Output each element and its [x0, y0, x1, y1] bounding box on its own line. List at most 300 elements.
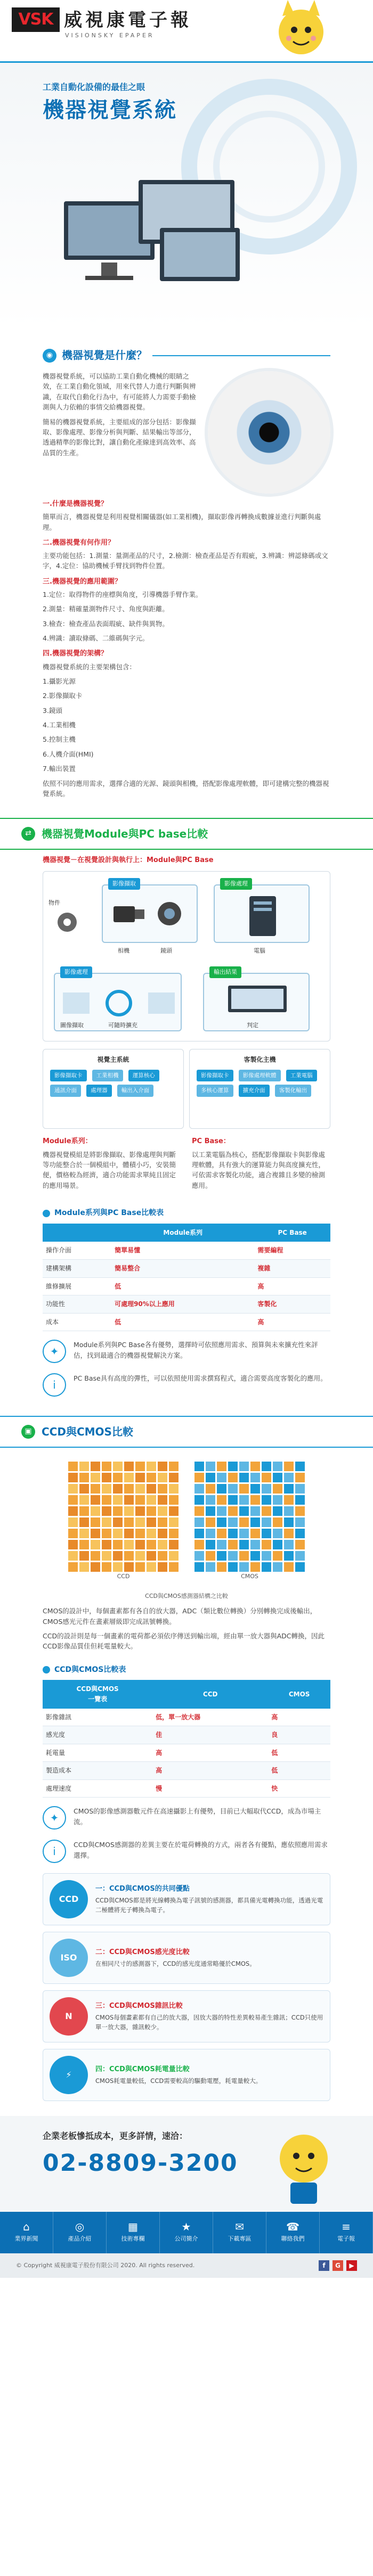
answer-3-4: 4.辨識：讀取條碼、二維碼與字元。	[43, 634, 149, 643]
sensor-pixel	[124, 1540, 134, 1549]
cell: 耗電量	[43, 1744, 152, 1762]
brand-subtitle: VISIONSKY EPAPER	[65, 32, 155, 39]
answer-4-tail: 依照不同的應用需求，選擇合適的光源、鏡頭與相機，搭配影像處理軟體，即可建構完整的機器視覺系統。	[43, 779, 329, 798]
monitor-screens-icon	[59, 169, 250, 292]
gear-icon	[48, 909, 86, 936]
sensor-pixel	[284, 1517, 294, 1527]
chip: 影像擷取卡	[197, 1070, 233, 1081]
card-text: CMOS每個畫素都有自己的放大器，因放大器的特性差異較易產生雜訊；CCD只使用單一放大器，雜訊較少。	[95, 2013, 323, 2031]
sensor-pixel	[102, 1462, 111, 1471]
sensor-pixel	[206, 1506, 215, 1516]
sensor-pixel	[91, 1484, 100, 1494]
sensor-pixel	[169, 1484, 179, 1494]
ccd-note-1-text: CMOS的影像感測器數元件在高速攝影上有優勢，目前已大幅取代CCD，成為市場主流。	[74, 1807, 321, 1826]
sensor-pixel	[250, 1529, 260, 1538]
sensor-pixel	[79, 1462, 89, 1471]
ccd-note-2	[43, 1840, 330, 1865]
sensor-pixel	[169, 1473, 179, 1482]
cell: 高	[152, 1744, 268, 1762]
processing-box	[214, 880, 310, 943]
sensor-pixel	[284, 1551, 294, 1561]
eye-photo	[208, 371, 330, 494]
note-1	[43, 1340, 330, 1365]
sensor-pixel	[273, 1462, 282, 1471]
sensor-pixel	[135, 1473, 145, 1482]
sensor-pixel	[295, 1484, 305, 1494]
mini2-head: 客製化主機	[244, 1056, 276, 1064]
sensor-pixel	[147, 1517, 156, 1527]
sensor-pixel	[158, 1529, 167, 1538]
sensor-pixel	[295, 1495, 305, 1505]
sensor-pixel	[284, 1484, 294, 1494]
logo-text: VSK	[18, 10, 53, 29]
card-body	[95, 2001, 323, 2032]
sensor-pixel	[206, 1551, 215, 1561]
chip: 多核心運算	[197, 1085, 233, 1096]
sensor-icon: ▣	[21, 1425, 35, 1439]
sensor-pixel	[68, 1484, 78, 1494]
nav-label: 技術專欄	[121, 2235, 145, 2243]
nav-item-download[interactable]	[213, 2212, 266, 2253]
sensor-pixel	[68, 1462, 78, 1471]
cell: 建構架構	[43, 1259, 111, 1277]
sensor-pixel	[194, 1495, 204, 1505]
nav-item-news[interactable]	[0, 2212, 53, 2253]
card-body	[95, 1884, 323, 1915]
sensor-pixel	[295, 1562, 305, 1572]
section3-heading	[0, 1416, 373, 1448]
sensor-pixel	[194, 1506, 204, 1516]
monitor-icon	[228, 986, 287, 1018]
nav-label: 公司簡介	[174, 2235, 198, 2243]
cell: 可處理90%以上應用	[111, 1295, 254, 1314]
section2-subtitle: 機器視覺－在視覺設計與執行上：Module與PC Base	[43, 856, 214, 865]
structure-item: 3.鏡頭	[43, 706, 62, 715]
facebook-icon[interactable]: f	[319, 2260, 329, 2271]
sensor-pixel	[135, 1529, 145, 1538]
sensor-pixel	[68, 1517, 78, 1527]
sensor-pixel	[158, 1517, 167, 1527]
sensor-pixel	[169, 1529, 179, 1538]
answer-3-2: 2.測量：精確量測物件尺寸、角度與距離。	[43, 605, 169, 613]
sensor-pixel	[239, 1551, 249, 1561]
sensor-pixel	[228, 1517, 238, 1527]
cell: 高	[254, 1277, 330, 1295]
sensor-pixel	[206, 1473, 215, 1482]
sensor-pixel	[158, 1551, 167, 1561]
hero-tagline: 工業自動化設備的最佳之眼	[43, 82, 145, 92]
sensor-pixel	[206, 1529, 215, 1538]
chip: 輸出入介面	[117, 1085, 154, 1096]
newsletter-header	[0, 0, 373, 63]
home-icon: ⌂	[23, 2220, 30, 2234]
intro-paragraph: 機器視覺系統，可以協助工業自動化機械的眼睛之效，在工業自動化領域，用來代替人力進行判斷與辨識，在取代自動化行為中，有可能將人力需要手動檢測與人力依賴的事情交給機器視覺。	[43, 372, 196, 412]
table-row	[43, 1295, 330, 1314]
pc-text: 以工業電腦為核心，搭配影像擷取卡與影像處理軟體，具有強大的運算能力與高度擴充性，可依需求客製化功能，適合複雜且多變的檢測應用。	[192, 1150, 326, 1189]
answer-3-1: 1.定位：取得物件的座標與角度，引導機器手臂作業。	[43, 590, 202, 598]
module-pc-descriptions	[43, 1136, 330, 1195]
sensor-pixel	[91, 1462, 100, 1471]
answer-2: 主要功能包括：1.測量：量測產品的尺寸，2.檢測：檢查產品是否有瑕疵，3.辨識：辨認條碼或文字，4.定位：協助機械手臂找到物件位置。	[43, 552, 328, 570]
sensor-pixel	[262, 1495, 271, 1505]
sensor-pixel	[228, 1495, 238, 1505]
iso-icon: ISO	[50, 1939, 88, 1977]
sensor-pixel	[284, 1529, 294, 1538]
compare-icon: ⇄	[21, 827, 35, 841]
cell: 維修擴展	[43, 1277, 111, 1295]
youtube-icon[interactable]: ▶	[346, 2260, 357, 2271]
nav-item-tech[interactable]	[107, 2212, 160, 2253]
sensor-pixel	[262, 1529, 271, 1538]
hero-banner	[0, 63, 373, 329]
vsk-logo[interactable]	[12, 7, 60, 32]
sensor-pixel	[158, 1473, 167, 1482]
th: CMOS	[268, 1680, 330, 1708]
sensor-pixel	[68, 1540, 78, 1549]
vision-main-system	[43, 1049, 184, 1129]
processing-box-title: 影像處理	[220, 878, 252, 889]
sensor-pixel	[147, 1462, 156, 1471]
compare-table-title	[43, 1208, 330, 1219]
sensor-pixel	[124, 1495, 134, 1505]
output-box	[203, 969, 310, 1031]
cell: 低	[268, 1762, 330, 1780]
sensor-pixel	[158, 1506, 167, 1516]
chip: 影像擷取卡	[50, 1070, 87, 1081]
sensor-pixel	[113, 1529, 123, 1538]
sensor-pixel	[217, 1495, 226, 1505]
sensor-pixel	[206, 1484, 215, 1494]
footer-nav	[0, 2212, 373, 2253]
sensor-pixel	[228, 1562, 238, 1572]
sensor-pixel	[91, 1562, 100, 1572]
question-4: 四.機器視覺的架構？	[43, 650, 108, 658]
social-links	[319, 2260, 357, 2271]
sensor-pixel	[239, 1562, 249, 1572]
nav-item-products[interactable]	[53, 2212, 107, 2253]
sensor-pixel	[194, 1462, 204, 1471]
structure-item: 4.工業相機	[43, 721, 76, 729]
sensor-pixel	[102, 1562, 111, 1572]
sensor-pixel	[169, 1551, 179, 1561]
card-text: 在相同尺寸的感測器下，CCD的感光度通常略優於CMOS。	[95, 1959, 256, 1967]
sensor-pixel	[79, 1495, 89, 1505]
menu-icon: ≡	[342, 2220, 351, 2234]
system-composition	[43, 1049, 330, 1129]
sensor-pixel	[228, 1551, 238, 1561]
star-icon: ★	[181, 2220, 191, 2234]
camera-icon	[113, 899, 188, 931]
sensor-pixel	[239, 1506, 249, 1516]
sensor-pixel	[79, 1529, 89, 1538]
sensor-pixel	[262, 1462, 271, 1471]
sensor-pixel	[102, 1495, 111, 1505]
sensor-pixel	[135, 1517, 145, 1527]
sensor-pixel	[68, 1473, 78, 1482]
cmos-figure-label: CMOS	[241, 1573, 258, 1580]
target-icon: ◎	[75, 2220, 85, 2234]
sensor-pixel	[135, 1506, 145, 1516]
compare-card-3	[43, 1990, 330, 2042]
sensor-pixel	[250, 1506, 260, 1516]
mini1-head: 視覺主系統	[97, 1056, 129, 1064]
sensor-pixel	[262, 1540, 271, 1549]
google-icon[interactable]: G	[333, 2260, 343, 2271]
sensor-pixel	[284, 1462, 294, 1471]
card-title: 四：CCD與CMOS耗電量比較	[95, 2065, 190, 2073]
sensor-pixel	[250, 1562, 260, 1572]
sensor-pixel	[239, 1462, 249, 1471]
pc-desc	[192, 1136, 330, 1195]
sensor-pixel	[124, 1462, 134, 1471]
sensor-pixel	[273, 1562, 282, 1572]
compare-card-1	[43, 1873, 330, 1925]
eye-icon: ◉	[43, 349, 56, 363]
chip: 擴充介面	[239, 1085, 270, 1096]
table-row	[43, 1242, 330, 1259]
sensor-pixel	[239, 1517, 249, 1527]
sensor-pixel	[228, 1506, 238, 1516]
sensor-pixel	[273, 1529, 282, 1538]
sensor-pixel	[113, 1517, 123, 1527]
capture-box-title: 影像擷取	[108, 878, 140, 889]
structure-item: 7.輸出裝置	[43, 765, 76, 773]
sensor-pixel	[262, 1517, 271, 1527]
sensor-pixel	[194, 1540, 204, 1549]
cell: 複雜	[254, 1259, 330, 1277]
sensor-pixel	[206, 1495, 215, 1505]
module-text: 機器視覺模組是將影像擷取、影像處理與判斷等功能整合於一個模組中，體積小巧，安裝簡便，價格較為經濟，適合功能需求單純且固定的應用場景。	[43, 1150, 176, 1189]
sensor-pixel	[239, 1529, 249, 1538]
sensor-pixel	[217, 1473, 226, 1482]
table-row	[43, 1313, 330, 1331]
lens-label: 鏡頭	[160, 947, 172, 955]
sensor-pixel	[169, 1462, 179, 1471]
nav-item-contact[interactable]	[266, 2212, 320, 2253]
power-icon: ⚡	[50, 2056, 88, 2094]
sensor-pixel	[124, 1551, 134, 1561]
mascot-icon	[266, 2127, 341, 2206]
cell: 高	[152, 1762, 268, 1780]
ccd-figure	[68, 1462, 179, 1586]
sensor-pixel	[250, 1462, 260, 1471]
section2-title: 機器視覺Module與PC base比較	[42, 827, 208, 840]
sensor-pixel	[79, 1562, 89, 1572]
sensor-pixel	[68, 1495, 78, 1505]
sensor-pixel	[228, 1484, 238, 1494]
sensor-pixel	[147, 1540, 156, 1549]
sensor-pixel	[217, 1551, 226, 1561]
bullet-icon	[43, 1666, 50, 1673]
sensor-pixel	[124, 1529, 134, 1538]
sensor-pixel	[135, 1562, 145, 1572]
pc-title: PC Base：	[192, 1137, 230, 1146]
sensor-pixel	[284, 1495, 294, 1505]
sensor-pixel	[124, 1517, 134, 1527]
sensor-pixel	[273, 1506, 282, 1516]
nav-label: 電子報	[337, 2235, 355, 2243]
sensor-pixel	[102, 1551, 111, 1561]
structure-item: 1.攝影光源	[43, 677, 76, 685]
processing-box-2-title: 影像處理	[60, 966, 92, 978]
sensor-pixel	[79, 1517, 89, 1527]
phone-number[interactable]: 02-8809-3200	[43, 2149, 238, 2177]
copyright-bar	[0, 2253, 373, 2278]
chip: 處理器	[86, 1085, 112, 1096]
sensor-pixel	[206, 1562, 215, 1572]
sensor-pixel	[158, 1484, 167, 1494]
question-3: 三.機器視覺的應用範圍？	[43, 577, 121, 586]
cell: 製造成本	[43, 1762, 152, 1780]
sensor-pixel	[113, 1540, 123, 1549]
sensor-pixel	[262, 1473, 271, 1482]
sensor-pixel	[79, 1473, 89, 1482]
card-body	[95, 2064, 262, 2086]
sensor-pixel	[158, 1562, 167, 1572]
sensor-pixel	[250, 1473, 260, 1482]
question-2: 二.機器視覺有何作用？	[43, 538, 115, 547]
structure-item: 5.控制主機	[43, 735, 76, 744]
processing-box-2	[54, 969, 182, 1031]
sensor-pixel	[68, 1529, 78, 1538]
structure-item: 2.影像擷取卡	[43, 692, 83, 700]
info-icon: i	[43, 1840, 66, 1863]
sensor-pixel	[147, 1484, 156, 1494]
cell: 成本	[43, 1313, 111, 1331]
sensor-pixel	[262, 1484, 271, 1494]
sensor-pixel	[169, 1540, 179, 1549]
noise-icon: N	[50, 1997, 88, 2036]
sensor-pixel	[194, 1529, 204, 1538]
sensor-pixel	[79, 1506, 89, 1516]
sensor-pixel	[169, 1517, 179, 1527]
sensor-pixel	[239, 1473, 249, 1482]
sensor-pixel	[147, 1495, 156, 1505]
cell: 操作介面	[43, 1242, 111, 1259]
ccd-note-2-text: CCD與CMOS感測器的差異主要在於電荷轉換的方式，兩者各有優點，應依照應用需求選擇。	[74, 1841, 328, 1859]
sensor-pixel	[250, 1495, 260, 1505]
sensor-pixel	[91, 1529, 100, 1538]
sensor-pixel	[102, 1529, 111, 1538]
nav-item-about[interactable]	[160, 2212, 213, 2253]
ccd-cmos-paragraph-2: CCD的設計則是每一個畫素的電荷都必須依序傳送到輸出端，經由單一放大器與ADC轉換，因此CCD影像品質佳但耗電量較大。	[43, 1631, 325, 1651]
sensor-pixel	[91, 1551, 100, 1561]
card-title: 二：CCD與CMOS感光度比較	[95, 1948, 190, 1956]
sensor-pixel	[113, 1551, 123, 1561]
sensor-pixel	[284, 1540, 294, 1549]
compare-card-2	[43, 1932, 330, 1984]
card-title: 一：CCD與CMOS的共同優點	[95, 1884, 190, 1893]
sensor-pixel	[113, 1462, 123, 1471]
question-1: 一.什麼是機器視覺？	[43, 500, 108, 508]
compare-card-4	[43, 2049, 330, 2101]
output-box-title: 輸出結果	[209, 966, 241, 978]
ccd-figure-label: CCD	[117, 1573, 130, 1580]
cell: 簡單易懂	[111, 1242, 254, 1259]
divider	[152, 355, 330, 356]
pc-label: 電腦	[254, 947, 265, 955]
sensor-pixel	[194, 1562, 204, 1572]
cell: 影像雜訊	[43, 1709, 152, 1726]
sensor-pixel	[79, 1540, 89, 1549]
sensor-pixel	[113, 1495, 123, 1505]
ccd-icon: CCD	[50, 1880, 88, 1918]
sensor-pixel	[102, 1517, 111, 1527]
cell: 客製化	[254, 1295, 330, 1314]
copyright-text: © Copyright 威視康電子股份有限公司 2020. All rights reserved.	[16, 2262, 195, 2269]
cell: 低	[268, 1744, 330, 1762]
sensor-pixel	[217, 1484, 226, 1494]
card-text: CMOS耗電量較低，CCD需要較高的驅動電壓，耗電量較大。	[95, 2077, 262, 2085]
sensor-pixel	[169, 1495, 179, 1505]
sensor-pixel	[194, 1473, 204, 1482]
sensor-pixel	[284, 1506, 294, 1516]
lightbulb-icon: ✦	[43, 1340, 66, 1363]
sensor-pixel	[79, 1551, 89, 1561]
cell: 良	[268, 1726, 330, 1744]
nav-item-epaper[interactable]	[320, 2212, 373, 2253]
sensor-pixel	[147, 1562, 156, 1572]
table-row	[43, 1709, 330, 1726]
section1-title: 機器視覺是什麼？	[62, 349, 147, 362]
chip: 工業相機	[92, 1070, 123, 1081]
sensor-pixel	[91, 1506, 100, 1516]
pc-tower-icon	[244, 896, 281, 936]
sensor-pixel	[102, 1506, 111, 1516]
ccd-cmos-table	[43, 1680, 330, 1798]
sensor-pixel	[113, 1506, 123, 1516]
label-c: 判定	[247, 1022, 258, 1029]
cell: 處理速度	[43, 1779, 152, 1798]
cell: 高	[254, 1313, 330, 1331]
section-what-is-machine-vision	[0, 347, 373, 799]
sensor-pixel	[228, 1540, 238, 1549]
sensor-pixel	[239, 1540, 249, 1549]
module-pc-table	[43, 1224, 330, 1332]
sensor-pixel	[206, 1540, 215, 1549]
sensor-pixel	[102, 1484, 111, 1494]
sensor-pixel	[68, 1551, 78, 1561]
sensor-pixel	[169, 1506, 179, 1516]
chip: 工業電腦	[286, 1070, 317, 1081]
sensor-pixel	[295, 1462, 305, 1471]
cell: 低	[111, 1277, 254, 1295]
ccd-cmos-paragraph-1: CMOS的設計中，每個畫素都有各自的放大器，ADC（類比數位轉換）分別轉換完成後輸出，CMOS感光元件在畫素層級即完成訊號轉換。	[43, 1607, 317, 1626]
intro-paragraph-2: 簡易的機器視覺系統，主要組成的部分包括：影像擷取、影像處理、影像分析與判斷、結果輸出等部分，透過精準的影像比對，讓自動化產線達到高效率、高品質的生產。	[43, 417, 196, 457]
sensor-pixel	[124, 1484, 134, 1494]
section3-title: CCD與CMOS比較	[42, 1425, 133, 1438]
answer-4: 機器視覺系統的主要架構包含：	[43, 662, 136, 671]
cell: 低	[111, 1313, 254, 1331]
mail-icon: ✉	[235, 2220, 244, 2234]
label-b: 可隨時擴充	[108, 1022, 137, 1029]
answer-3-3: 3.檢查：檢查產品表面瑕疵、缺件與異物。	[43, 619, 169, 628]
sensor-pixel	[250, 1540, 260, 1549]
sensor-pixel	[113, 1473, 123, 1482]
camera-label: 相機	[118, 947, 129, 955]
section2-heading	[0, 818, 373, 850]
th: CCD	[152, 1680, 268, 1708]
sensor-pixel	[135, 1484, 145, 1494]
section1-heading	[43, 347, 330, 364]
chip: 通訊介面	[50, 1085, 81, 1096]
table-row	[43, 1762, 330, 1780]
sensor-pixel	[68, 1562, 78, 1572]
label-a: 圖像擷取	[60, 1022, 84, 1029]
sensor-pixel	[295, 1473, 305, 1482]
th	[43, 1224, 111, 1242]
sensor-pixel	[295, 1506, 305, 1516]
